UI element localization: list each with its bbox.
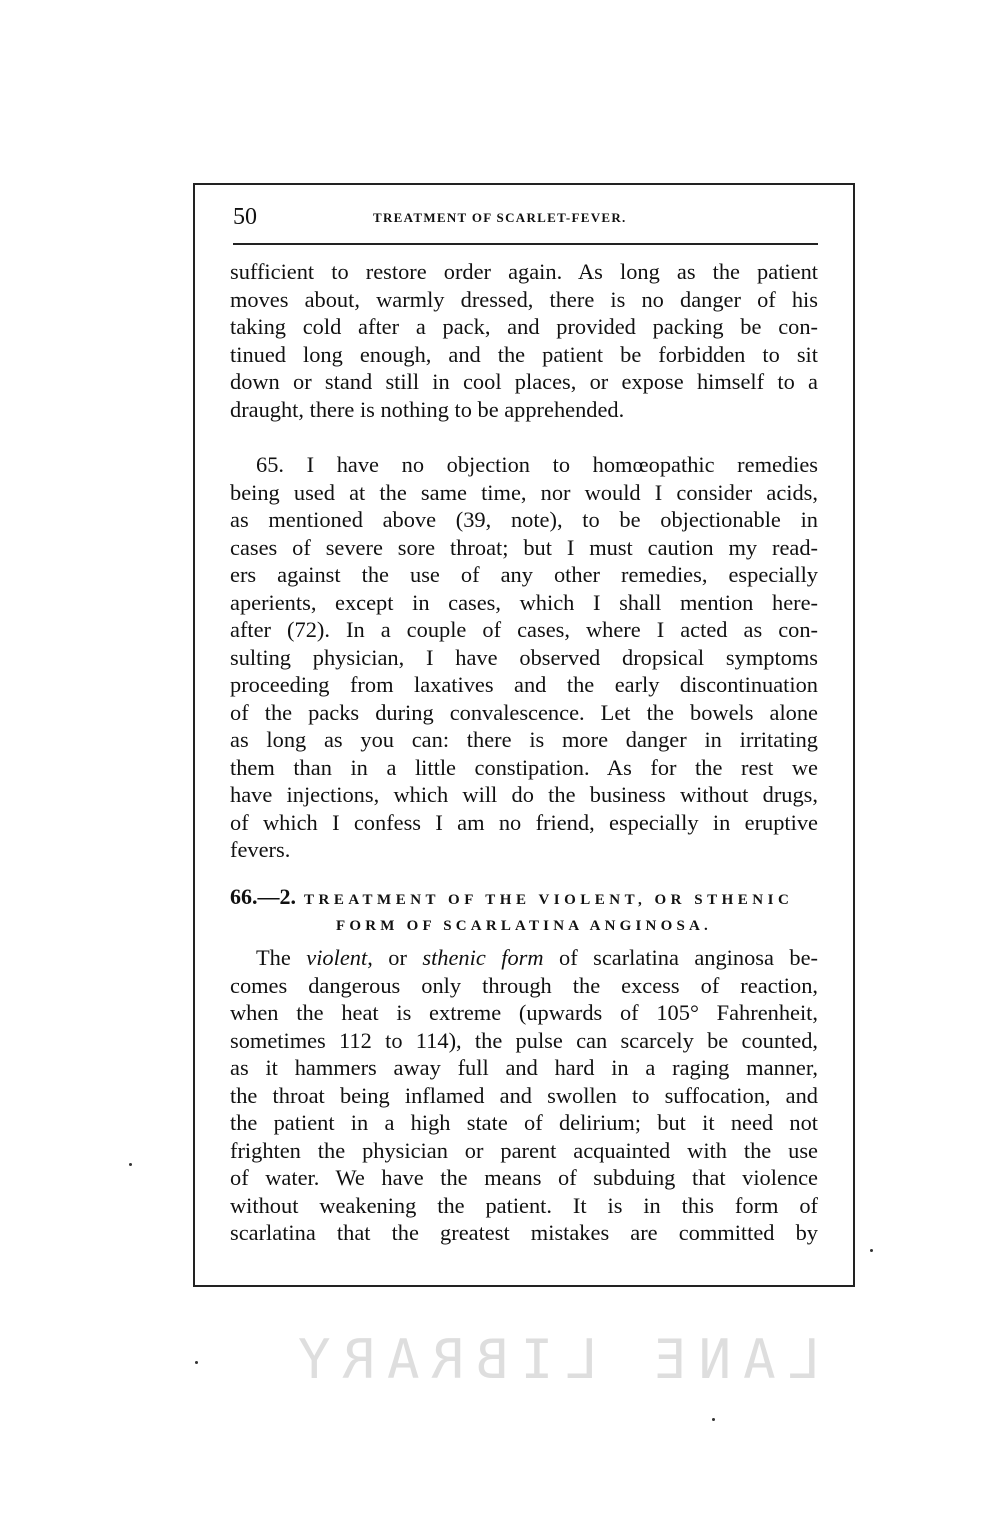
text-line: after (72). In a couple of cases, where I acted as con- [230,617,818,642]
section-number: 66.—2. [230,884,296,909]
text-line: taking cold after a pack, and provided packing be con- [230,314,818,339]
text-line: moves about, warmly dressed, there is no danger of his [230,286,818,312]
text-line: sometimes 112 to 114), the pulse can scarcely be counted, [230,1027,818,1053]
text-line: them than in a little constipation. As for the rest we [230,754,818,780]
section-heading-line-1 [230,884,818,913]
text-line: as mentioned above (39, note), to be objectionable in [230,507,818,532]
section-title-part-2: FORM OF SCARLATINA ANGINOSA. [336,918,712,934]
section-heading [230,884,818,939]
text-line: scarlatina that the greatest mistakes are committed by [230,1220,818,1245]
running-head: TREATMENT OF SCARLET-FEVER. [373,210,627,225]
text-line: ers against the use of any other remedies, especially [230,562,818,587]
italic-term: sthenic form [422,945,544,970]
text-line: frighten the physician or parent acquainted with the use [230,1137,818,1163]
text-line: as it hammers away full and hard in a raging manner, [230,1055,818,1080]
paragraph-continuation [230,258,818,423]
text-run: of scarlatina anginosa be- [543,945,818,970]
text-line: comes dangerous only through the excess of reaction, [230,972,818,998]
text-line: down or stand still in cool places, or expose himself to a [230,369,818,394]
text-line: of which I confess I am no friend, especially in eruptive [230,809,818,835]
text-line: of the packs during convalescence. Let the bowels alone [230,699,818,725]
text-line: proceeding from laxatives and the early discontinuation [230,672,818,697]
page-header [233,202,818,232]
header-rule [233,243,818,245]
text-run: , or [367,945,423,970]
text-line: aperients, except in cases, which I shall mention here- [230,589,818,615]
speck-mark [870,1249,873,1252]
text-line: fevers. [230,837,291,862]
text-line: sulting physician, I have observed dropsical symptoms [230,644,818,670]
text-line: sufficient to restore order again. As long as the patient [230,259,818,284]
text-line: draught, there is nothing to be apprehended. [230,396,625,422]
page-number: 50 [233,204,257,230]
italic-term: violent [306,945,368,970]
section-title-part-1: TREATMENT OF THE VIOLENT, OR STHENIC [303,892,794,908]
text-line: as long as you can: there is more danger in irritating [230,727,818,752]
paragraph-65 [230,451,818,864]
speck-mark [129,1163,132,1166]
text-run: The [256,945,307,970]
text-line: 65. I have no objection to homœopathic remedies [256,452,818,477]
text-line [230,944,818,972]
speck-mark [195,1361,198,1364]
text-line: being used at the same time, nor would I consider acids, [230,479,818,505]
speck-mark [712,1418,715,1421]
text-line: have injections, which will do the business without drugs, [230,782,818,807]
text-line: tinued long enough, and the patient be forbidden to sit [230,341,818,367]
text-line: cases of severe sore throat; but I must caution my read- [230,534,818,560]
text-line: the patient in a high state of delirium; but it need not [230,1110,818,1135]
text-line: of water. We have the means of subduing that violence [230,1165,818,1190]
library-stamp-bleedthrough: LANE LIBRARY [286,1328,821,1391]
text-line: when the heat is extreme (upwards of 105° Fahrenheit, [230,1000,818,1025]
paragraph-66 [230,944,818,1247]
text-line: the throat being inflamed and swollen to suffocation, and [230,1082,818,1108]
text-line: without weakening the patient. It is in this form of [230,1192,818,1218]
